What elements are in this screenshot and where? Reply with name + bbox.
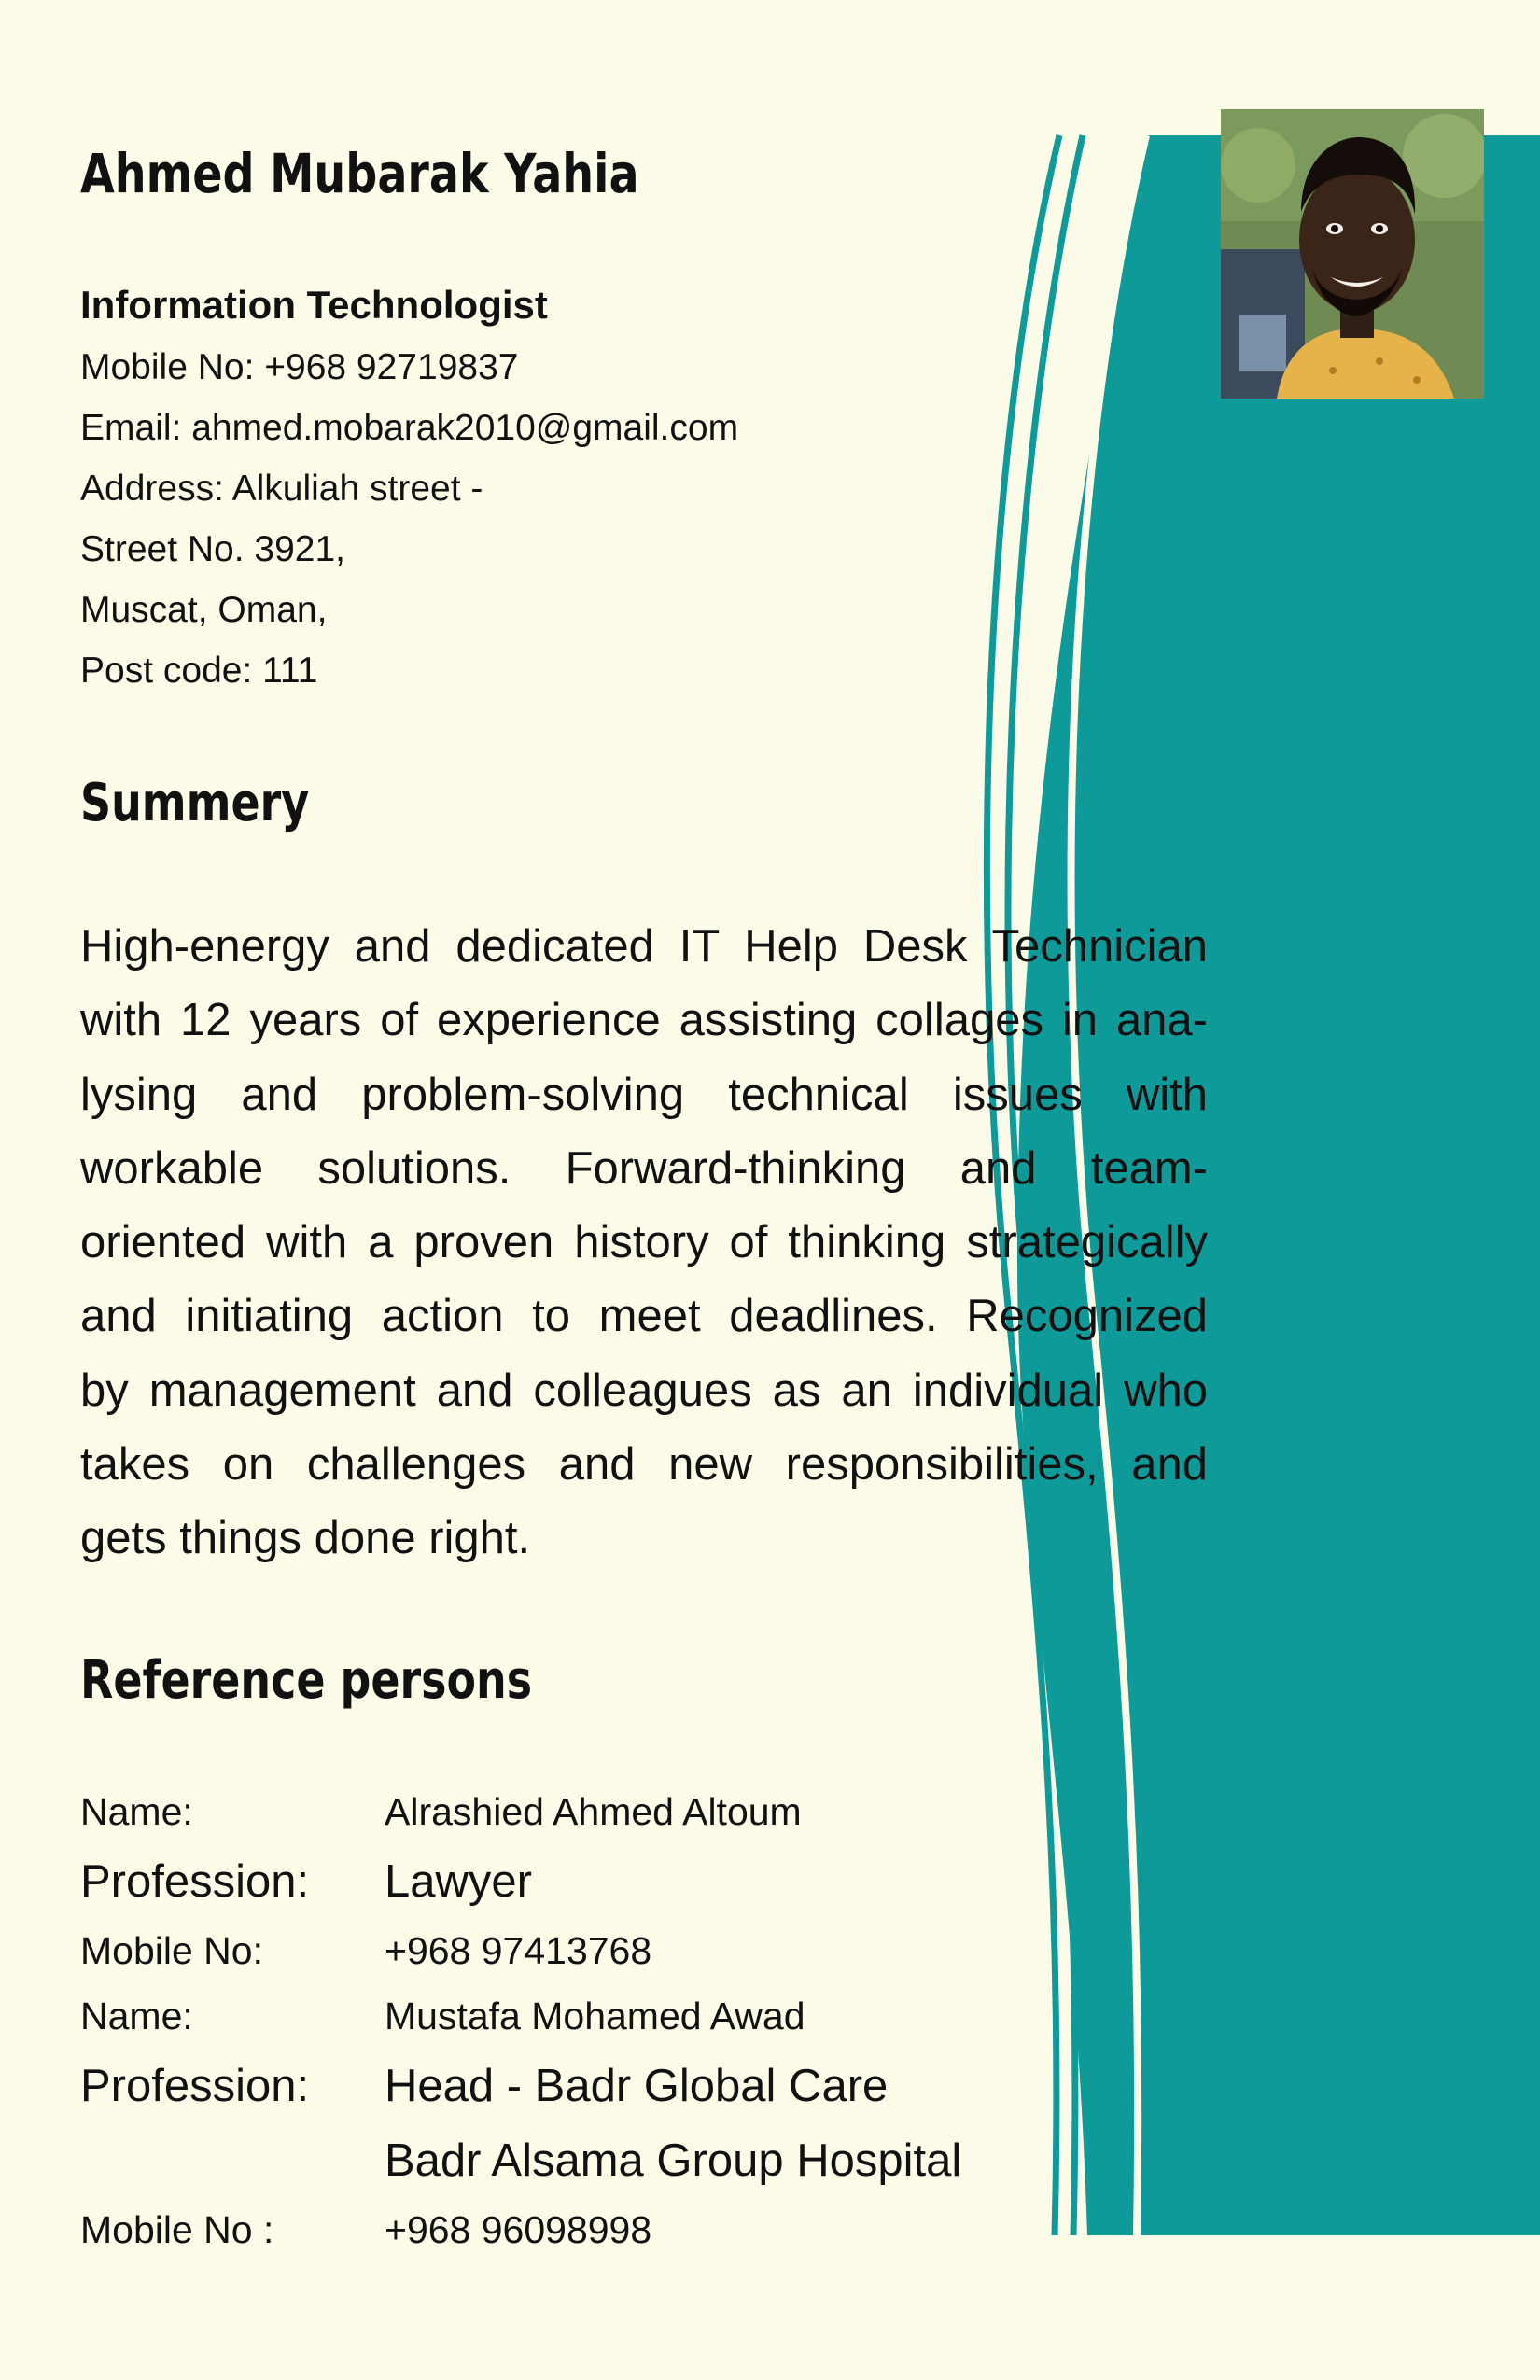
ref-value: Badr Alsama Group Hospital [385,2135,962,2186]
summary-heading: Summery [80,773,310,833]
summary-line: takes on challenges and new responsibilities, and [80,1439,1208,1491]
ref-value: Lawyer [385,1856,532,1907]
contact-address-line-2: Street No. 3921, [80,529,346,569]
summary-line: gets things done right. [80,1513,531,1564]
ref-label: Name: [80,1995,193,2037]
candidate-name: Ahmed Mubarak Yahia [80,142,639,205]
summary-paragraph [80,910,1208,1576]
contact-email: Email: ahmed.mobarak2010@gmail.com [80,408,739,448]
summary-line: lysing and problem-solving technical issues with [80,1069,1208,1120]
profile-photo [1221,109,1484,399]
ref-label: Mobile No : [80,2208,274,2251]
ref-value: Mustafa Mohamed Awad [385,1995,805,2037]
summary-line: oriented with a proven history of thinking strategically [80,1217,1208,1268]
references-heading: Reference persons [80,1650,533,1711]
ref-label: Name: [80,1790,193,1833]
contact-address-line-3: Muscat, Oman, [80,590,328,630]
contact-mobile: Mobile No: +968 92719837 [80,347,519,387]
contact-address-line-1: Address: Alkuliah street - [80,469,483,509]
summary-line: workable solutions. Forward-thinking and team- [80,1142,1208,1194]
summary-line: with 12 years of experience assisting collages in ana- [80,995,1208,1046]
ref-label: Profession: [80,1856,310,1907]
ref-label: Profession: [80,2061,310,2111]
ref-value: +968 97413768 [385,1929,652,1972]
ref-value: Alrashied Ahmed Altoum [385,1790,802,1833]
ref-label: Mobile No: [80,1929,263,1972]
summary-line: High-energy and dedicated IT Help Desk Technician [80,921,1208,972]
contact-postcode: Post code: 111 [80,651,318,691]
summary-line: and initiating action to meet deadlines. Recognized [80,1291,1208,1342]
job-title: Information Technologist [80,283,548,327]
ref-value: Head - Badr Global Care [385,2061,889,2111]
ref-value: +968 96098998 [385,2208,652,2251]
summary-line: by management and colleagues as an individual who [80,1365,1208,1416]
